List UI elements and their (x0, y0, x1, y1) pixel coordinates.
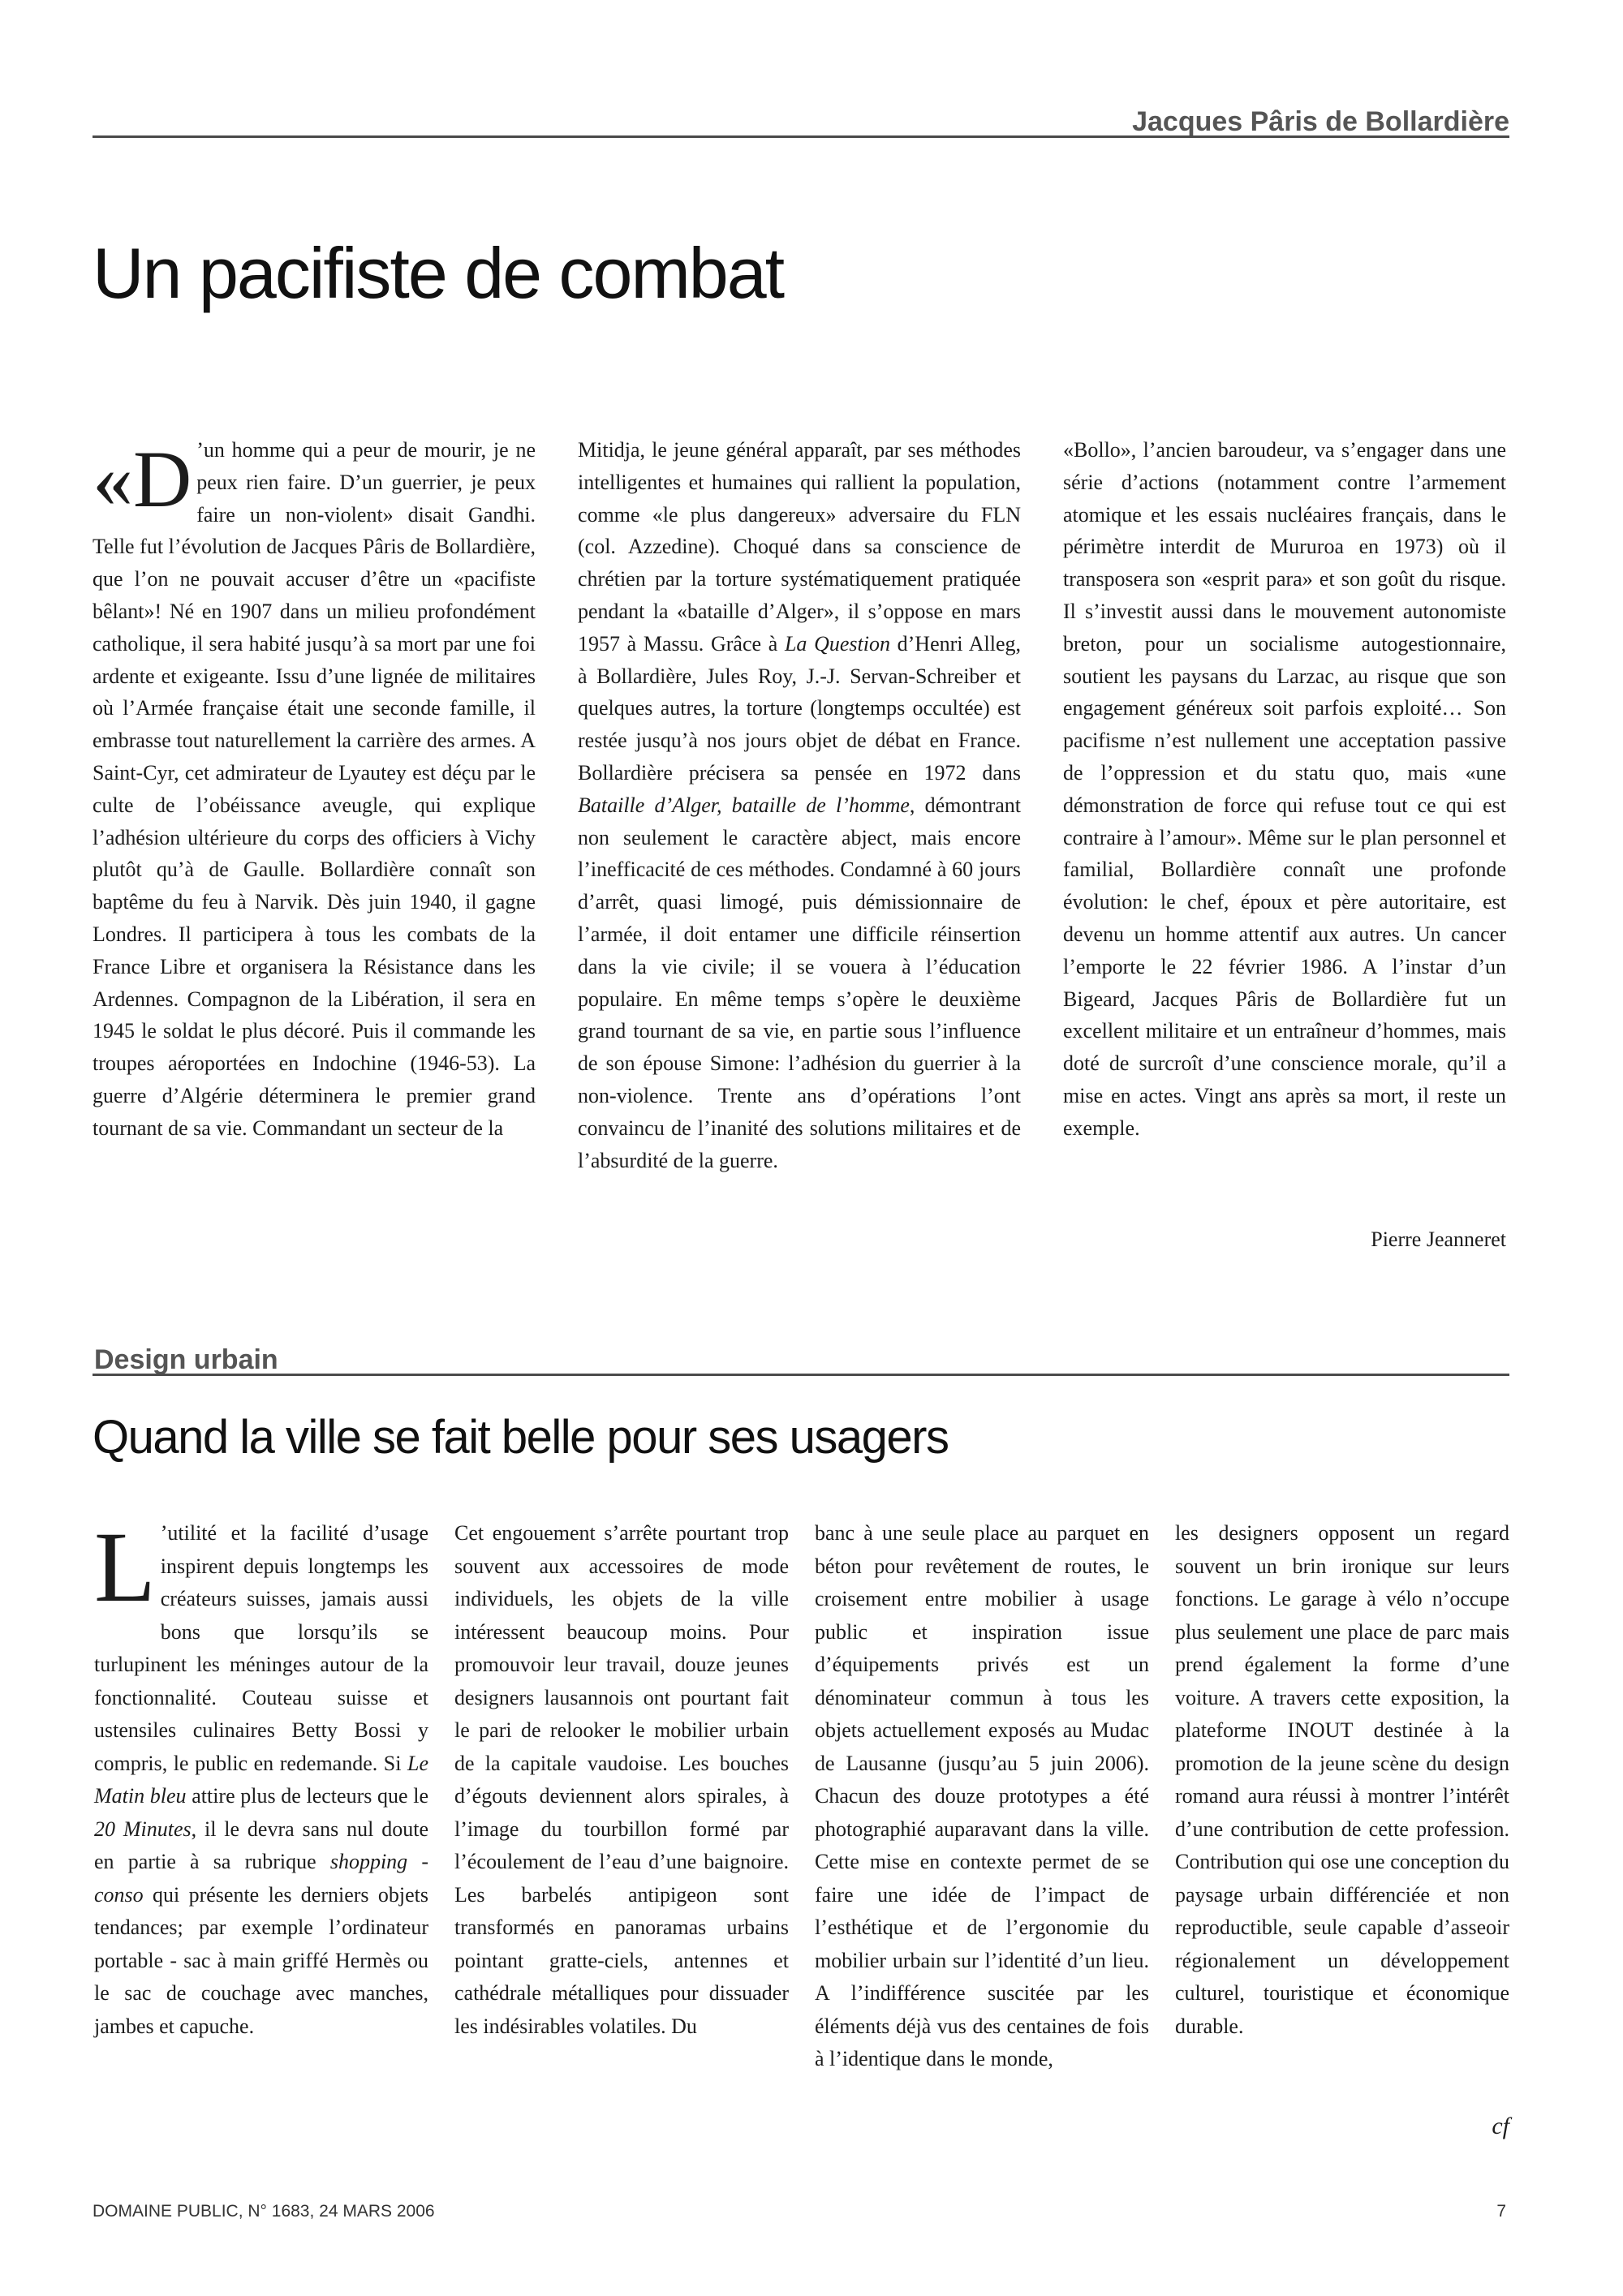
article2-dropcap: L (94, 1511, 156, 1623)
article2-col1-text-c: , il le devra sans nul doute en partie à sa rubrique (94, 1817, 428, 1873)
article1-author: Pierre Jeanneret (1371, 1228, 1506, 1251)
article1-col2-text-c: , démontrant non seulement le caractère abject, mais encore l’inefficacité de ces méthodes. Condamné à 60 jours d’arrêt, quasi limogé, puis démissionnaire de l’armée, il doit entamer une difficile réinsertion dans la vie civile; il se vouera à l’éducation populaire. En même temps s’opère le deuxième grand tournant de sa vie, en partie sous l’influence de son épouse Simone: l’adhésion du guerrier à la non-violence. Trente ans d’opérations l’ont convaincu de l’inanité des solutions militaires et de l’absurdité de la guerre. (578, 793, 1021, 1172)
article2-column-2 (454, 1517, 789, 2043)
article-title-2: Quand la ville se fait belle pour ses usagers (93, 1411, 949, 1464)
article2-col1-text-b: attire plus de lecteurs que le (186, 1784, 428, 1808)
article1-col2-text-b: d’Henri Alleg, à Bollardière, Jules Roy, J.-J. Servan-Schreiber et quelques autres, la torture (longtemps occultée) est restée jusqu’à nos jours objet de débat en France. Bollardière précisera sa pensée en 1972 dans (578, 631, 1022, 785)
article2-author-initials: cf (1492, 2113, 1509, 2139)
article1-col3-text: «Bollo», l’ancien baroudeur, va s’engager dans une série d’actions (notamment contre l’armement atomique et les essais nucléaires français, dans le périmètre interdit de Mururoa en 1973) où il transposera son «esprit para» et son goût du risque. Il s’investit aussi dans le mouvement autonomiste breton, pour un socialisme autogestionnaire, soutient les paysans du Larzac, au risque que son engagement généreux soit parfois exploité… Son pacifisme n’est nullement une acceptation passive de l’oppression et du statu quo, mais «une démonstration de force qui refuse tout ce qui est contraire à l’amour». Même sur le plan personnel et familial, Bollardière connaît une profonde évolution: le chef, époux et père autoritaire, est devenu un homme attentif aux autres. Un cancer l’emporte le 22 février 1986. A l’instar d’un Bigeard, Jacques Pâris de Bollardière fut un excellent militaire et un entraîneur d’hommes, mais doté de surcroît d’une conscience morale, qu’il a mise en actes. Vingt ans après sa mort, il reste un exemple. (1063, 438, 1506, 1140)
article1-col1-lead: ’un homme qui a peur de mourir, je ne peux rien faire. D’un guerrier, je peux faire un non-violent» disait Gandhi. (196, 438, 536, 527)
article1-dropcap: «D (93, 434, 192, 524)
article1-column-3 (1063, 434, 1506, 1145)
section-rule-2 (93, 1374, 1509, 1376)
article2-col2-text: Cet engouement s’arrête pourtant trop souvent aux accessoires de mode individuels, les objets de la ville intéressent beaucoup moins. Pour promouvoir leur travail, douze jeunes designers lausannois ont pourtant fait le pari de relooker le mobilier urbain de la capitale vaudoise. Les bouches d’égouts deviennent alors spirales, à l’image du tourbillon formé par l’écoulement de l’eau d’une baignoire. Les barbelés antipigeon sont transformés en panoramas urbains pointant gratte-ciels, antennes et cathédrale métalliques pour dissuader les indésirables volatiles. Du (454, 1521, 789, 2038)
article-title-1: Un pacifiste de combat (93, 233, 784, 313)
newspaper-le-matin-bleu: Le Matin bleu (94, 1751, 428, 1808)
article1-col1-text: Telle fut l’évolution de Jacques Pâris de Bollardière, que l’on ne pouvait accuser d’être un «pacifiste bêlant»! Né en 1907 dans un milieu profondément catholique, il sera habité jusqu’à sa mort par une foi ardente et exigeante. Issu d’une lignée de militaires où l’Armée française était une seconde famille, il embrasse tout naturellement la carrière des armes. A Saint-Cyr, cet admirateur de Lyautey est déçu par le culte de l’obéissance aveugle, qui explique l’adhésion ultérieure du corps des officiers à Vichy plutôt qu’à de Gaulle. Bollardière connaît son baptême du feu à Narvik. Dès juin 1940, il gagne Londres. Il participera à tous les combats de la France Libre et organisera la Résistance dans les Ardennes. Compagnon de la Libération, il sera en 1945 le soldat le plus décoré. Puis il commande les troupes aéroportées en Indochine (1946-53). La guerre d’Algérie déterminera le premier grand tournant de sa vie. Commandant un secteur de la (93, 535, 536, 1140)
article2-col4-text: les designers opposent un regard souvent un brin ironique sur leurs fonctions. Le garage à vélo n’occupe plus seulement une place de parc mais prend également la forme d’une voiture. A travers cette exposition, la plateforme INOUT destinée à la promotion de la jeune scène du design romand aura réussi à montrer l’intérêt d’une contribution de cette profession. Contribution qui ose une conception du paysage urbain différenciée et non reproductible, seule capable d’asseoir régionalement un développement culturel, touristique et économique durable. (1175, 1521, 1509, 2038)
footer-publication: DOMAINE PUBLIC, N° 1683, 24 MARS 2006 (93, 2202, 435, 2221)
newspaper-20-minutes: 20 Minutes (94, 1817, 192, 1841)
section-label-design-urbain: Design urbain (94, 1344, 278, 1375)
article2-col1-lead: ’utilité et la facilité d’usage inspirent depuis longtemps les créateurs (160, 1521, 428, 1610)
article1-column-2 (578, 434, 1021, 1176)
book-title-la-question: La Question (784, 631, 890, 656)
book-title-bataille-dalger: Bataille d’Alger, bataille de l’homme (578, 793, 910, 817)
article2-column-1 (94, 1511, 428, 2043)
article2-col1-text-d: qui présente les derniers objets tendances; par exemple l’ordinateur portable - sac à main griffé Hermès ou le sac de couchage avec manches, jambes et capuche. (94, 1882, 428, 2038)
article2-col1-text-a: suisses, jamais aussi bons que lorsqu’ils se turlupinent les méninges autour de la fonctionnalité. Couteau suisse et ustensiles culinaires Betty Bossi y compris, le public en redemande. Si (94, 1587, 428, 1775)
header-rule (93, 135, 1509, 138)
rubrique-shopping-conso: shopping - conso (94, 1850, 428, 1907)
article2-column-3 (815, 1517, 1149, 2076)
article1-col2-text-a: Mitidja, le jeune général apparaît, par ses méthodes intelligentes et humaines qui rallient la population, comme «le plus dangereux» adversaire du FLN (col. Azzedine). Choqué dans sa conscience de chrétien par la torture systématiquement pratiquée pendant la «bataille d’Alger», il s’oppose en mars 1957 à Massu. Grâce à (578, 438, 1021, 656)
article1-column-1 (93, 434, 536, 1145)
footer-page-number: 7 (1496, 2202, 1506, 2221)
article2-column-4 (1175, 1517, 1509, 2043)
article2-col3-text: banc à une seule place au parquet en béton pour revêtement de routes, le croisement entre mobilier à usage public et inspiration issue d’équipements privés est un dénominateur commun à tous les objets actuellement exposés au Mudac de Lausanne (jusqu’au 5 juin 2006). Chacun des douze prototypes a été photographié auparavant dans la ville. Cette mise en contexte permet de se faire une idée de l’impact de l’esthétique et de l’ergonomie du mobilier urbain sur l’identité d’un lieu. A l’indifférence suscitée par les éléments déjà vus des centaines de fois à l’identique dans le monde, (815, 1521, 1149, 2070)
section-label-bollardiere: Jacques Pâris de Bollardière (1132, 106, 1509, 137)
